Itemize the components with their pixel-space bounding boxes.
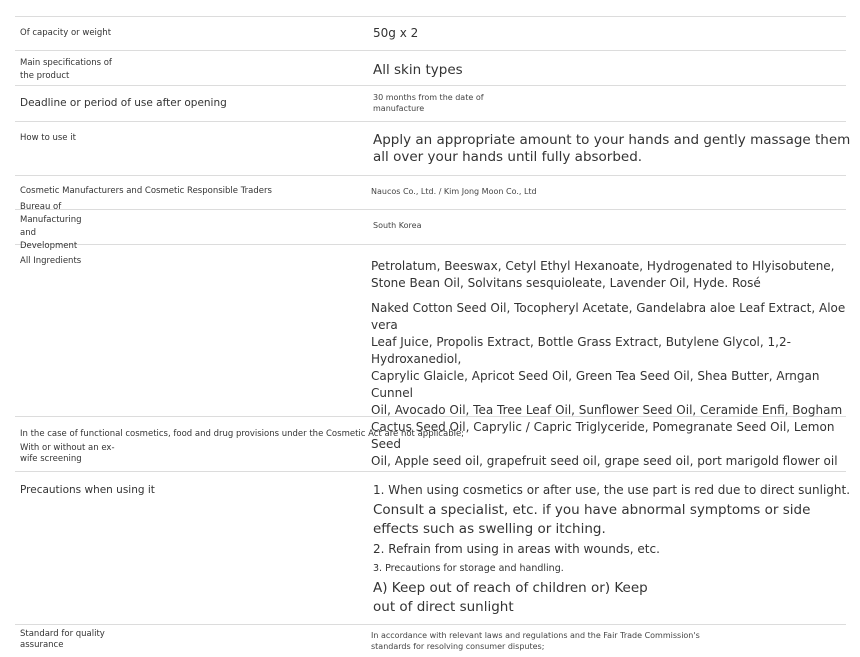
deadline-label: Deadline or period of use after opening — [20, 97, 227, 109]
precaution-line-4: 2. Refrain from using in areas with wounds, etc. — [373, 542, 660, 556]
precaution-line-6-7: A) Keep out of reach of children or) Keep out of direct sunlight — [373, 580, 648, 615]
ingredients-label: All Ingredients — [20, 256, 82, 266]
row-divider — [15, 175, 846, 176]
ingredients-para-2: Naked Cotton Seed Oil, Tocopheryl Acetate, Gandelabra aloe Leaf Extract, Aloe vera Leaf Juice, Propolis Extract, Bottle Grass Extract, Butylene Glycol, 1,2-Hydroxanediol, Caprylic Glaicle, Apricot Seed Oil, Green Tea Seed Oil, Shea Butter, Arngan Cunnel Oil, Avocado Oil, Tea Tree Leaf Oil, Sunflower Seed Oil, Ceramide Enfi, Bogham Cactus Seed Oil, Caprylic / Capric Triglyceride, Pomegranate Seed Oil, Lemon Seed Oil, Apple seed oil, grapefruit seed oil, grape seed oil, port marigold flower oil — [371, 301, 846, 468]
quality-label: Standard for quality assurance — [20, 629, 105, 650]
row-divider — [15, 50, 846, 51]
functional-label: In the case of functional cosmetics, food and drug provisions under the Cosmetic Act are not applicable; — [20, 429, 465, 439]
main-spec-label: Main specifications of the product — [20, 58, 112, 81]
how-to-use-label: How to use it — [20, 133, 76, 143]
deadline-value: 30 months from the date of manufacture — [373, 93, 484, 113]
screening-label: With or without an ex- wife screening — [20, 443, 115, 464]
quality-value: In accordance with relevant laws and regulations and the Fair Trade Commission's standards for resolving consumer disputes; — [371, 631, 700, 651]
capacity-label: Of capacity or weight — [20, 28, 112, 38]
how-to-use-value: Apply an appropriate amount to your hands and gently massage them all over your hands until fully absorbed. — [373, 132, 851, 165]
row-divider — [15, 244, 846, 245]
precautions-label: Precautions when using it — [20, 484, 155, 496]
precaution-line-1: 1. When using cosmetics or after use, the use part is red due to direct sunlight. — [373, 483, 851, 497]
bureau-value: South Korea — [373, 221, 422, 230]
row-divider — [15, 209, 846, 210]
precaution-line-2-3: Consult a specialist, etc. if you have abnormal symptoms or side effects such as swelling or itching. — [373, 502, 811, 537]
manufacturer-label: Cosmetic Manufacturers and Cosmetic Responsible Traders — [20, 186, 272, 196]
manufacturer-value: Naucos Co., Ltd. / Kim Jong Moon Co., Ltd — [371, 187, 537, 196]
main-spec-value: All skin types — [373, 62, 463, 78]
row-divider — [15, 624, 846, 625]
row-divider — [15, 121, 846, 122]
row-divider — [15, 16, 846, 17]
precaution-line-5: 3. Precautions for storage and handling. — [373, 563, 564, 574]
ingredients-para-1: Petrolatum, Beeswax, Cetyl Ethyl Hexanoate, Hydrogenated to Hlyisobutene, Stone Bean Oil, Solvitans sesquioleate, Lavender Oil, Hyde. Rosé — [371, 259, 835, 290]
bureau-label: Bureau of Manufacturing and Development — [20, 202, 82, 251]
row-divider — [15, 85, 846, 86]
row-divider — [15, 471, 846, 472]
capacity-value: 50g x 2 — [373, 26, 419, 40]
